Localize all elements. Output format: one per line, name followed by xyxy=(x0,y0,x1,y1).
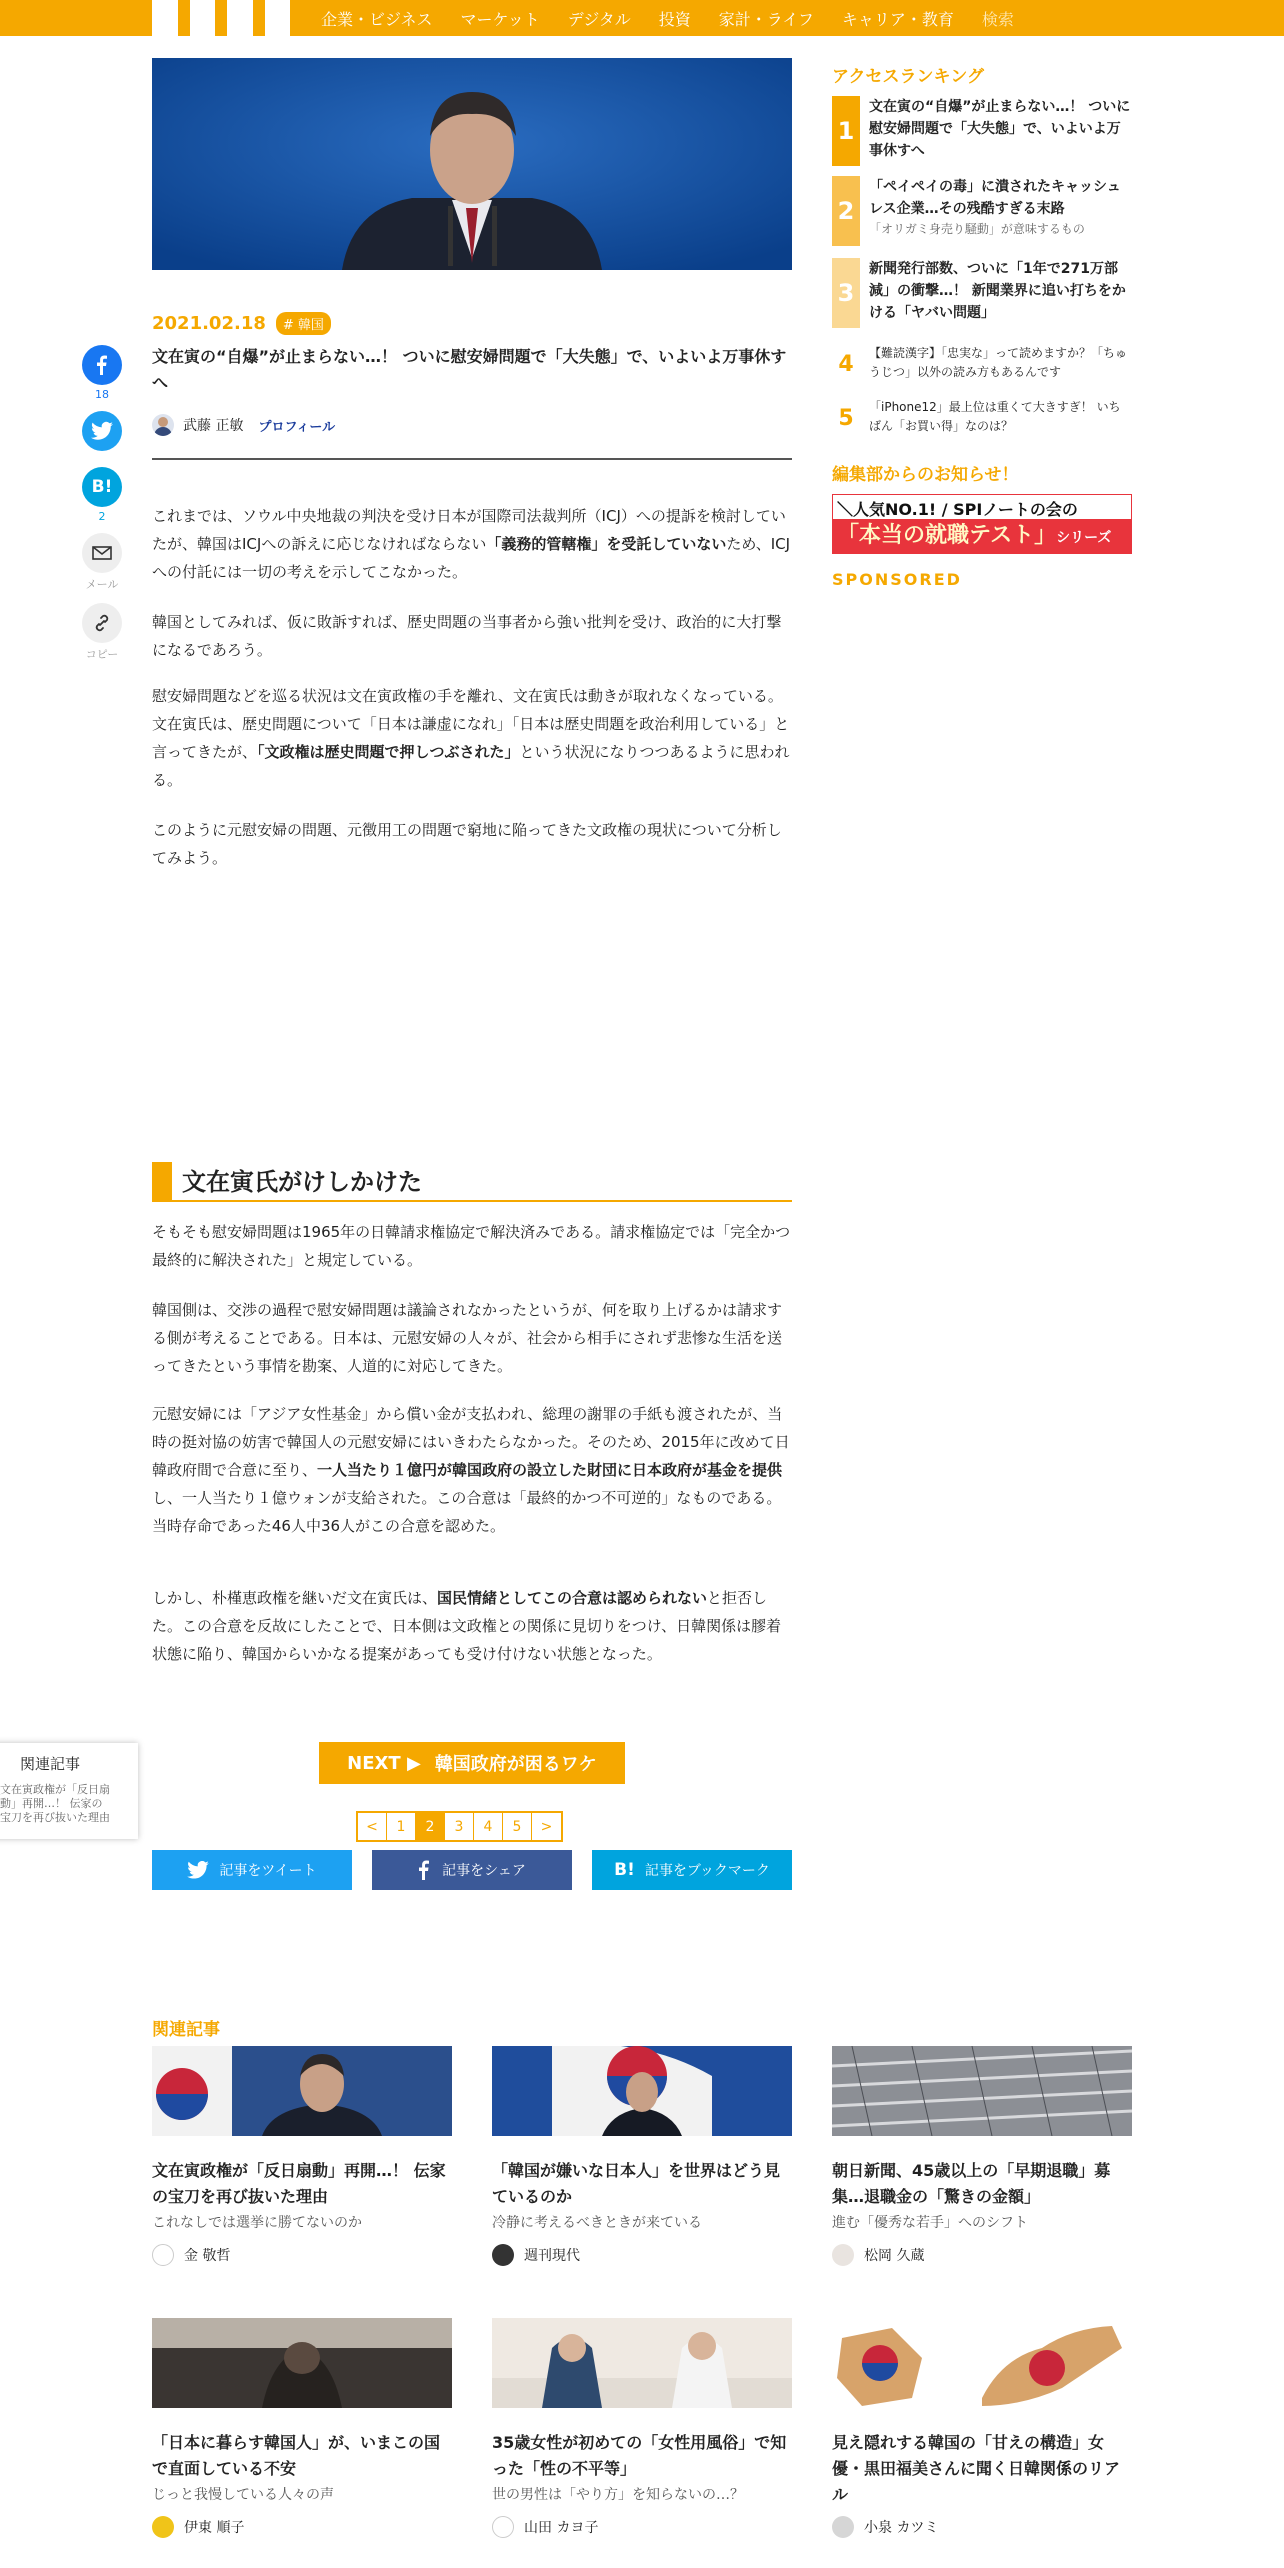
ranking-item-2[interactable]: 2 「ペイペイの毒」に潰されたキャッシュレス企業…その残酷すぎる末路 「オリガミ身売り騒動」が意味するもの xyxy=(832,176,1132,246)
paragraph-2: 韓国としてみれば、仮に敗訴すれば、歴史問題の当事者から強い批判を受け、政治的に大打撃になるであろう。 xyxy=(152,613,782,659)
related-card-image xyxy=(832,2046,1132,2136)
profile-link[interactable]: プロフィール xyxy=(258,419,336,435)
ranking-item-4[interactable]: 4 【難読漢字】「忠実な」って読めますか？「ちゅうじつ」以外の読み方もあるんです xyxy=(838,346,1128,379)
twitter-icon xyxy=(91,421,113,441)
related-card-3[interactable]: 朝日新聞、45歳以上の「早期退職」募集…退職金の「驚きの金額」 進む「優秀な若手」へのシフト 松岡 久蔵 xyxy=(832,2046,1132,2276)
paragraph-3: 慰安婦問題などを巡る状況は文在寅政権の手を離れ、文在寅氏は動きが取れなくなっている。文在寅氏は、歴史問題について「日本は謙虚になれ」「日本は歴史問題を政治利用している」と言ってきたが、「文政権は歴史問題で押しつぶされた」という状況になりつつあるように思われる。 xyxy=(152,687,790,789)
ranking-item-1[interactable]: 1 文在寅の“自爆”が止まらない…！ ついに慰安婦問題で「大失態」で、いよいよ万事休すへ xyxy=(832,96,1132,166)
related-popup-text: 文在寅政権が「反日扇動」再開…！ 伝家の宝刀を再び抜いた理由 xyxy=(0,1783,110,1824)
pager-next[interactable]: > xyxy=(532,1813,561,1840)
pager-page-5[interactable]: 5 xyxy=(503,1813,532,1840)
next-label: NEXT ▶ xyxy=(347,1752,421,1774)
paragraph-1: これまでは、ソウル中央地裁の判決を受け日本が国際司法裁判所（ICJ）への提訴を検討していたが、韓国はICJへの訴えに応じなければならない「義務的管轄権」を受託していないため、ICJへの付託には一切の考えを示してこなかった。 xyxy=(152,507,791,581)
paragraph-6: 韓国側は、交渉の過程で慰安婦問題は議論されなかったというが、何を取り上げるかは請求する側が考えることである。日本は、元慰安婦の人々が、社会から相手にされず悲惨な生活を送ってきたという事情を勘案、人道的に対応してきた。 xyxy=(152,1301,783,1375)
related-card-image xyxy=(492,2318,792,2408)
related-article-popup[interactable] xyxy=(0,1743,138,1839)
pager-page-4[interactable]: 4 xyxy=(474,1813,503,1840)
link-icon xyxy=(92,613,112,633)
facebook-icon xyxy=(418,1859,432,1881)
nav-item-digital[interactable]: デジタル xyxy=(567,9,631,29)
pagination xyxy=(356,1811,563,1842)
ranking-title: アクセスランキング xyxy=(832,67,984,87)
author-avatar xyxy=(492,2516,514,2538)
related-card-image xyxy=(152,2046,452,2136)
ranking-item-5[interactable]: 5 「iPhone12」最上位は重くて大きすぎ！ いちばん「お買い得」なのは？ xyxy=(838,400,1121,433)
pager-page-1[interactable]: 1 xyxy=(387,1813,416,1840)
share-facebook-button[interactable]: 記事をシェア xyxy=(372,1850,572,1890)
article-title: 文在寅の“自爆”が止まらない…！ ついに慰安婦問題で「大失態」で、いよいよ万事休すへ xyxy=(152,347,787,392)
hatena-icon: B! xyxy=(614,1860,635,1880)
nav-item-market[interactable]: マーケット xyxy=(460,9,540,29)
hatena-icon: B! xyxy=(91,477,113,497)
nav-menu xyxy=(321,0,1014,36)
twitter-share-button[interactable] xyxy=(82,411,122,451)
next-page-button[interactable] xyxy=(319,1742,625,1784)
notice-title: 編集部からのお知らせ！ xyxy=(832,465,1019,485)
pager-page-3[interactable]: 3 xyxy=(445,1813,474,1840)
nav-item-career[interactable]: キャリア・教育 xyxy=(841,9,954,29)
tag-korea[interactable]: # 韓国 xyxy=(276,312,331,335)
related-card-5[interactable]: 35歳女性が初めての「女性用風俗」で知った「性の不平等」 世の男性は「やり方」を知らないの…？ 山田 カヨ子 xyxy=(492,2318,792,2548)
related-card-6[interactable]: 見え隠れする韓国の「甘えの構造」女優・黒田福美さんに聞く日韓関係のリアル 小泉 カツミ xyxy=(832,2318,1132,2548)
facebook-icon xyxy=(91,354,113,376)
pager-page-2[interactable]: 2 xyxy=(416,1813,445,1840)
related-popup-title: 関連記事 xyxy=(20,1755,81,1773)
nav-item-life[interactable]: 家計・ライフ xyxy=(718,9,814,29)
copy-label: コピー xyxy=(85,648,119,661)
site-logo[interactable] xyxy=(152,0,290,36)
author-avatar xyxy=(832,2516,854,2538)
paragraph-5: そもそも慰安婦問題は1965年の日韓請求権協定で解決済みである。請求権協定では「完全かつ最終的に解決された」と規定している。 xyxy=(152,1223,791,1269)
twitter-icon xyxy=(187,1861,209,1879)
nav-item-invest[interactable]: 投資 xyxy=(658,9,691,29)
paragraph-7: 元慰安婦には「アジア女性基金」から償い金が支払われ、総理の謝罪の手紙も渡されたが、当時の挺対協の妨害で韓国人の元慰安婦にはいきわたらなかった。そのため、2015年に改めて日韓政府間で合意に至り、一人当たり１億円が韓国政府の設立した財団に日本政府が基金を提供し、一人当たり１億ウォンが支給された。この合意は「最終的かつ不可逆的」なものである。当時存命であった46人中36人がこの合意を認めた。 xyxy=(152,1405,790,1535)
related-card-4[interactable]: 「日本に暮らす韓国人」が、いまこの国で直面している不安 じっと我慢している人々の声 伊東 順子 xyxy=(152,2318,452,2548)
spi-banner[interactable]: ＼人気NO.1! / SPIノートの会の 「本当の就職テスト」シリーズ xyxy=(832,494,1132,554)
author-avatar xyxy=(152,414,174,436)
hatena-bookmark-button[interactable] xyxy=(82,467,122,507)
related-card-2[interactable]: 「韓国が嫌いな日本人」を世界はどう見ているのか 冷静に考えるべきときが来ている 週刊現代 xyxy=(492,2046,792,2276)
top-nav-bar xyxy=(0,0,1284,36)
related-card-image xyxy=(832,2318,1132,2408)
mail-label: メール xyxy=(85,578,119,591)
facebook-count: 18 xyxy=(95,388,109,401)
paragraph-4: このように元慰安婦の問題、元徴用工の問題で窮地に陥ってきた文政権の現状について分析してみよう。 xyxy=(152,821,782,867)
mail-icon xyxy=(92,546,112,560)
hatena-count: 2 xyxy=(98,510,106,523)
nav-item-business[interactable]: 企業・ビジネス xyxy=(321,9,433,29)
section-title: 文在寅氏がけしかけた xyxy=(182,1168,422,1196)
author-avatar xyxy=(152,2244,174,2266)
article-meta xyxy=(152,312,331,335)
section-heading xyxy=(152,1162,792,1202)
author-avatar xyxy=(832,2244,854,2266)
next-title: 韓国政府が困るワケ xyxy=(434,1754,597,1775)
author-avatar xyxy=(492,2244,514,2266)
ranking-item-3[interactable]: 3 新聞発行部数、ついに「1年で271万部減」の衝撃…！ 新聞業界に追い打ちをかける「ヤバい問題」 xyxy=(832,258,1132,328)
sponsored-label: SPONSORED xyxy=(832,570,962,589)
copy-link-button[interactable] xyxy=(82,603,122,643)
related-card-image xyxy=(152,2318,452,2408)
related-card-image xyxy=(492,2046,792,2136)
author-name[interactable]: 武藤 正敏 xyxy=(183,418,244,434)
related-title: 関連記事 xyxy=(152,2020,220,2040)
author-avatar xyxy=(152,2516,174,2538)
tweet-article-button[interactable]: 記事をツイート xyxy=(152,1850,352,1890)
paragraph-8: しかし、朴槿恵政権を継いだ文在寅氏は、国民情緒としてこの合意は認められないと拒否した。この合意を反故にしたことで、日本側は文政権との関係に見切りをつけ、日韓関係は膠着状態に陥り、韓国からいかなる提案があっても受け付けない状態となった。 xyxy=(152,1589,782,1663)
hatena-bookmark-article-button[interactable]: B! 記事をブックマーク xyxy=(592,1850,792,1890)
article-hero-image xyxy=(152,58,792,270)
pager-prev[interactable]: < xyxy=(358,1813,387,1840)
mail-share-button[interactable] xyxy=(82,533,122,573)
title-divider xyxy=(152,458,792,460)
article-date: 2021.02.18 xyxy=(152,313,266,334)
article-author xyxy=(152,414,335,436)
related-card-1[interactable]: 文在寅政権が「反日扇動」再開…！ 伝家の宝刀を再び抜いた理由 これなしでは選挙に勝てないのか 金 敬哲 xyxy=(152,2046,452,2276)
facebook-share-button[interactable] xyxy=(82,345,122,385)
nav-search-link[interactable]: 検索 xyxy=(981,9,1014,29)
